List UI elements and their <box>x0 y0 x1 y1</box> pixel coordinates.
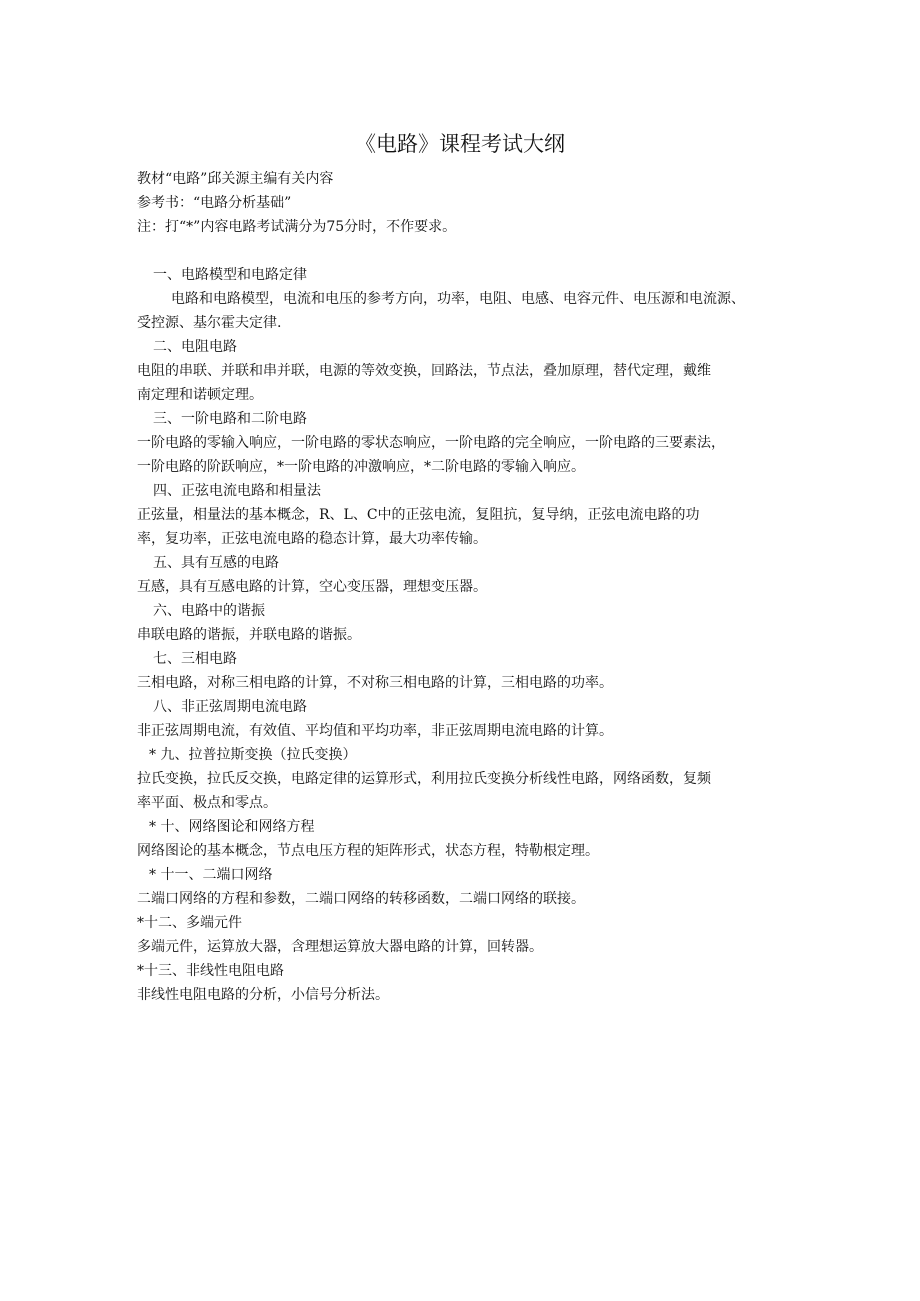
document-body <box>137 167 797 1007</box>
section-heading: 六、电路中的谐振 <box>153 603 265 619</box>
section-heading: * 十一、二端口网络 <box>149 867 273 883</box>
reference-book-line: 参考书：“电路分析基础” <box>137 195 292 211</box>
section-body-line: 互感，具有互感电路的计算，空心变压器，理想变压器。 <box>137 579 487 595</box>
spacer <box>137 239 797 263</box>
section-body-line: 串联电路的谐振，并联电路的谐振。 <box>137 627 361 643</box>
section-heading: 二、电阻电路 <box>153 339 237 355</box>
section-heading: * 九、拉普拉斯变换（拉氏变换） <box>149 747 357 763</box>
document-title: 《电路》课程考试大纲 <box>355 132 565 156</box>
section-heading: 一、电路模型和电路定律 <box>153 267 307 283</box>
section-body-line: 多端元件，运算放大器，含理想运算放大器电路的计算，回转器。 <box>137 939 543 955</box>
section-heading: 五、具有互感的电路 <box>153 555 279 571</box>
section-body-line: 二端口网络的方程和参数，二端口网络的转移函数，二端口网络的联接。 <box>137 891 585 907</box>
section-heading: * 十、网络图论和网络方程 <box>149 819 315 835</box>
section-body-line: 电路和电路模型，电流和电压的参考方向，功率，电阻、电感、电容元件、电压源和电流源、 <box>171 291 745 307</box>
section-body-line: 一阶电路的阶跃响应，*一阶电路的冲激响应，*二阶电路的零输入响应。 <box>137 459 585 475</box>
section-body-line: 受控源、基尔霍夫定律. <box>137 315 282 331</box>
section-heading: 七、三相电路 <box>153 651 237 667</box>
section-body-line: 南定理和诺顿定理。 <box>137 387 263 403</box>
note-line: 注：打“*”内容电路考试满分为75分时，不作要求。 <box>137 219 457 235</box>
textbook-line: 教材“电路”邱关源主编有关内容 <box>137 171 334 187</box>
section-body-line: 拉氏变换，拉氏反交换，电路定律的运算形式，利用拉氏变换分析线性电路，网络函数，复频 <box>137 771 711 787</box>
section-heading: *十二、多端元件 <box>137 915 242 931</box>
section-body-line: 正弦量，相量法的基本概念，R、L、C中的正弦电流，复阻抗，复导纳，正弦电流电路的功 <box>137 507 700 523</box>
section-heading: *十三、非线性电阻电路 <box>137 963 284 979</box>
section-body-line: 网络图论的基本概念，节点电压方程的矩阵形式，状态方程，特勒根定理。 <box>137 843 599 859</box>
section-body-line: 非正弦周期电流，有效值、平均值和平均功率，非正弦周期电流电路的计算。 <box>137 723 613 739</box>
section-body-line: 率，复功率，正弦电流电路的稳态计算，最大功率传输。 <box>137 531 487 547</box>
section-body-line: 率平面、极点和零点。 <box>137 795 277 811</box>
section-body-line: 非线性电阻电路的分析，小信号分析法。 <box>137 987 389 1003</box>
section-body-line: 电阻的串联、并联和串并联，电源的等效变换，回路法，节点法，叠加原理，替代定理，戴维 <box>137 363 711 379</box>
section-heading: 四、正弦电流电路和相量法 <box>153 483 321 499</box>
section-heading: 三、一阶电路和二阶电路 <box>153 411 307 427</box>
section-body-line: 三相电路，对称三相电路的计算，不对称三相电路的计算，三相电路的功率。 <box>137 675 613 691</box>
section-heading: 八、非正弦周期电流电路 <box>153 699 307 715</box>
section-body-line: 一阶电路的零输入响应，一阶电路的零状态响应，一阶电路的完全响应，一阶电路的三要素法， <box>137 435 725 451</box>
